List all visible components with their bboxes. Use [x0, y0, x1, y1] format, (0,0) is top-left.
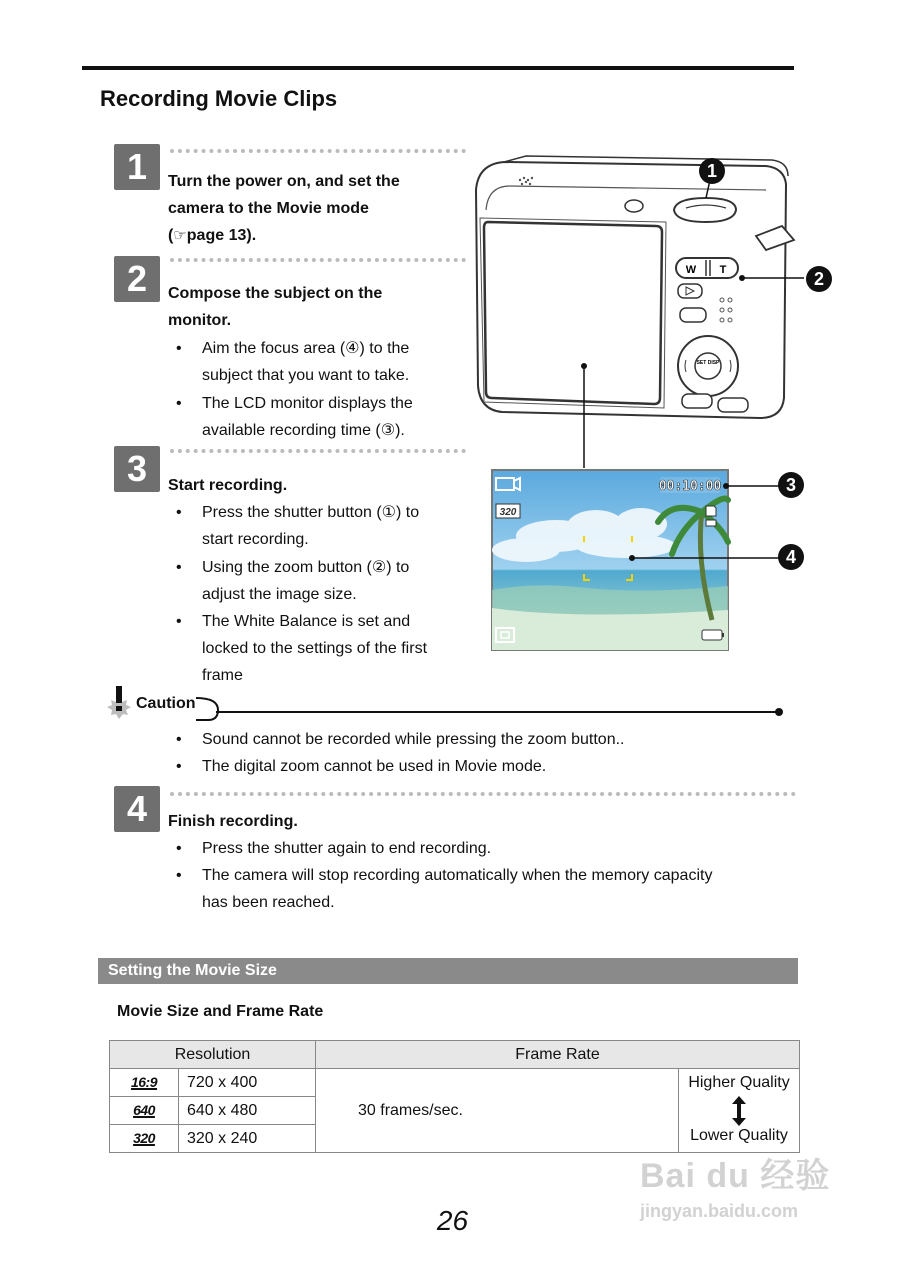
- set-disp-label: SET DISP: [696, 360, 720, 366]
- step-2-bullet-2: • The LCD monitor displays the available recording time (③).: [176, 395, 413, 439]
- table-row: [110, 1069, 800, 1097]
- zoom-w-label: W: [685, 264, 697, 276]
- step-number-2: 2: [114, 256, 160, 302]
- navigation-pad: [678, 336, 738, 396]
- step-3-bullet-1: • Press the shutter button (①) to start recording.: [176, 504, 420, 548]
- step-divider-1: [170, 149, 466, 153]
- page-number: 26: [436, 1205, 469, 1236]
- size-320-icon: 320: [133, 1129, 155, 1146]
- watermark: [640, 1148, 830, 1222]
- step-1-heading: Turn the power on, and set the camera to the Movie mode (☞page 13).: [168, 168, 400, 249]
- step-2-heading: Compose the subject on the monitor.: [168, 285, 383, 329]
- quality-cell: [679, 1069, 800, 1153]
- callout-2-zoom: 2: [806, 266, 832, 292]
- step-number-3: 3: [114, 446, 160, 492]
- function-button-left: [682, 394, 712, 408]
- watermark-url: jingyan.baidu.com: [640, 1201, 799, 1221]
- step-3-bullet-2: • Using the zoom button (②) to adjust the image size.: [176, 559, 410, 603]
- function-button-right: [718, 398, 748, 412]
- header-frame-rate: Frame Rate: [316, 1041, 800, 1069]
- page-title: Recording Movie Clips: [100, 86, 338, 111]
- step-2-bullet-1: • Aim the focus area (④) to the subject that you want to take.: [176, 340, 410, 384]
- section-header: Setting the Movie Size: [98, 958, 798, 984]
- resolution-cell: 720 x 400: [179, 1069, 316, 1097]
- header-resolution: Resolution: [110, 1041, 316, 1069]
- pointing-hand-icon: ☞: [173, 226, 187, 244]
- playback-button: [678, 284, 702, 298]
- recording-time: 00:10:00: [658, 479, 722, 494]
- size-169-icon: 16:9: [130, 1073, 158, 1090]
- step-4-heading: Finish recording.: [168, 813, 298, 830]
- callout-1-shutter: 1: [699, 158, 725, 184]
- higher-quality-label: Higher Quality: [688, 1074, 790, 1091]
- battery-icon: [702, 630, 724, 640]
- step-3-bullet-3: • The White Balance is set and locked to the settings of the first frame: [176, 613, 428, 684]
- step-divider-3: [170, 449, 466, 453]
- caution-bullet-2: • The digital zoom cannot be used in Movie mode.: [176, 758, 547, 775]
- size-640-icon: 640: [133, 1101, 155, 1118]
- movie-size-table: [109, 1040, 800, 1153]
- caution-rule: [196, 696, 788, 726]
- frame-rate-cell: 30 frames/sec.: [316, 1069, 679, 1153]
- menu-button: [680, 308, 706, 322]
- memory-card-icon: [706, 506, 716, 526]
- callout-3-time: 3: [778, 472, 804, 498]
- camera-body: [476, 156, 794, 418]
- caution-bullet-1: • Sound cannot be recorded while pressing the zoom button..: [176, 731, 625, 748]
- shutter-button: [674, 198, 736, 222]
- power-button: [625, 200, 643, 212]
- step-number-4: 4: [114, 786, 160, 832]
- size-icon-cell: [110, 1097, 179, 1125]
- camera-illustration: [466, 150, 846, 660]
- watermark-logo: Bai du 经验: [640, 1157, 831, 1195]
- size-icon-cell: [110, 1069, 179, 1097]
- quality-arrow-icon: [679, 1096, 799, 1124]
- movie-size-label: 320: [499, 507, 517, 518]
- step-3-heading: Start recording.: [168, 477, 288, 494]
- size-icon-cell: [110, 1125, 179, 1153]
- step-divider-4: [170, 792, 796, 796]
- step-4-bullet-1: • Press the shutter again to end recording.: [176, 840, 492, 857]
- table-header-row: [110, 1041, 800, 1069]
- resolution-cell: 640 x 480: [179, 1097, 316, 1125]
- page-reference: (☞page 13).: [168, 226, 257, 244]
- lcd-screen-preview: [492, 470, 728, 650]
- step-number-1: 1: [114, 144, 160, 190]
- step-4-bullet-2: • The camera will stop recording automatically when the memory capacity has been reached.: [176, 867, 713, 911]
- lcd-monitor: [484, 222, 662, 404]
- zoom-button: [676, 258, 738, 278]
- callout-4-focus: 4: [778, 544, 804, 570]
- resolution-cell: 320 x 240: [179, 1125, 316, 1153]
- lower-quality-label: Lower Quality: [690, 1127, 788, 1144]
- zoom-t-label: T: [719, 264, 727, 276]
- table-subheading: Movie Size and Frame Rate: [117, 1003, 324, 1020]
- step-divider-2: [170, 258, 466, 262]
- top-rule: [82, 66, 794, 70]
- caution-label: Caution: [136, 695, 196, 712]
- caution-icon: [104, 686, 134, 722]
